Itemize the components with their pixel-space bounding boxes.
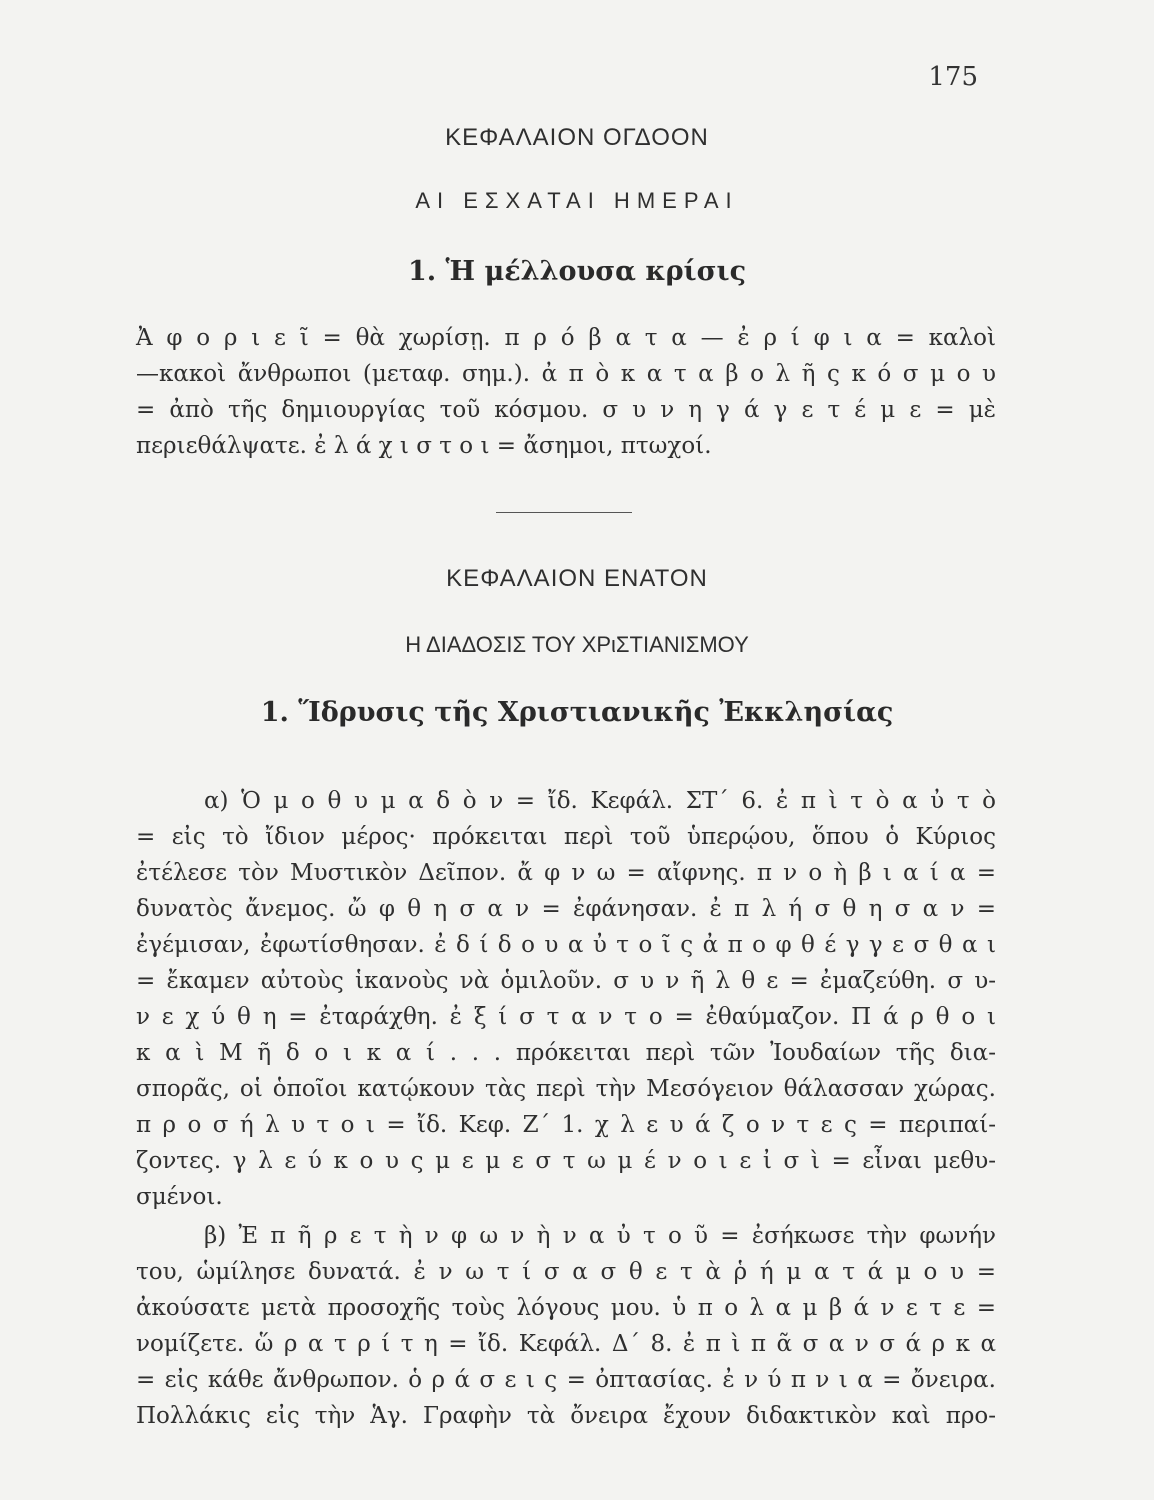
text-line: σμένοι.: [136, 1184, 223, 1210]
text-line: ν ε χ ύ θ η = ἐταράχθη. ἐ ξ ί σ τ α ν τ ο = ἐθαύμαζον. Π ά ρ θ ο ι: [136, 1004, 996, 1030]
text-line: σπορᾶς, οἱ ὁποῖοι κατῴκουν τὰς περὶ τὴν Μεσόγειον θάλασσαν χώρας.: [136, 1076, 996, 1102]
text-line: = εἰς κάθε ἄνθρωπον. ὁ ρ ά σ ε ι ς = ὀπτασίας. ἐ ν ύ π ν ι α = ὄνειρα.: [136, 1367, 996, 1393]
text-line: του, ὡμίλησε δυνατά. ἐ ν ω τ ί σ α σ θ ε τ ὰ ῥ ή μ α τ ά μ ο υ =: [136, 1259, 996, 1285]
text-line: = ἔκαμεν αὐτοὺς ἱκανοὺς νὰ ὁμιλοῦν. σ υ ν ῆ λ θ ε = ἐμαζεύθη. σ υ-: [136, 968, 996, 994]
text-line: = ἀπὸ τῆς δημιουργίας τοῦ κόσμου. σ υ ν η γ ά γ ε τ έ μ ε = μὲ: [136, 397, 996, 423]
chapter-9-title: ΚΕΦΑΛΑΙΟΝ ΕΝΑΤΟΝ: [446, 565, 708, 592]
text-line: ζοντες. γ λ ε ύ κ ο υ ς μ ε μ ε σ τ ω μ έ ν ο ι ε ἰ σ ὶ = εἶναι μεθυ-: [136, 1148, 996, 1174]
section-separator: [496, 512, 632, 513]
page-number: 175: [928, 62, 978, 92]
text-line: περιεθάλψατε. ἐ λ ά χ ι σ τ ο ι = ἄσημοι, πτωχοί.: [136, 433, 712, 459]
text-line: ἐτέλεσε τὸν Μυστικὸν Δεῖπον. ἄ φ ν ω = αἴφνης. π ν ο ὴ β ι α ί α =: [136, 860, 996, 886]
chapter-8-section-heading: 1. Ἡ μέλλουσα κρίσις: [407, 256, 747, 287]
chapter-9-subtitle: Η ΔΙΑΔΟΣΙΣ ΤΟΥ ΧΡιΣΤΙΑΝΙΣΜΟΥ: [405, 632, 749, 657]
chapter-8-title: ΚΕΦΑΛΑΙΟΝ ΟΓΔΟΟΝ: [445, 124, 709, 151]
text-line: = εἰς τὸ ἴδιον μέρος· πρόκειται περὶ τοῦ ὑπερῴου, ὅπου ὁ Κύριος: [136, 824, 996, 850]
chapter-8-subtitle: ΑΙ ΕΣΧΑΤΑΙ ΗΜΕΡΑΙ: [415, 188, 739, 213]
text-line: κ α ὶ Μ ῆ δ ο ι κ α ί . . . πρόκειται περὶ τῶν Ἰουδαίων τῆς δια-: [136, 1040, 996, 1066]
text-line: δυνατὸς ἄνεμος. ὤ φ θ η σ α ν = ἐφάνησαν. ἐ π λ ή σ θ η σ α ν =: [136, 896, 996, 922]
text-line: Πολλάκις εἰς τὴν Ἁγ. Γραφὴν τὰ ὄνειρα ἔχουν διδακτικὸν καὶ προ-: [136, 1403, 996, 1429]
text-line: ἀκούσατε μετὰ προσοχῆς τοὺς λόγους μου. ὑ π ο λ α μ β ά ν ε τ ε =: [136, 1295, 996, 1321]
text-line: νομίζετε. ὥ ρ α τ ρ ί τ η = ἴδ. Κεφάλ. Δ΄ 8. ἐ π ὶ π ᾶ σ α ν σ ά ρ κ α: [136, 1331, 996, 1357]
text-line: ἐγέμισαν, ἐφωτίσθησαν. ἐ δ ί δ ο υ α ὐ τ ο ῖ ς ἀ π ο φ θ έ γ γ ε σ θ α ι: [136, 932, 996, 958]
text-line: β) Ἐ π ῆ ρ ε τ ὴ ν φ ω ν ὴ ν α ὐ τ ο ῦ = ἐσήκωσε τὴν φωνήν: [204, 1223, 996, 1249]
text-line: —κακοὶ ἄνθρωποι (μεταφ. σημ.). ἀ π ὸ κ α τ α β ο λ ῆ ς κ ό σ μ ο υ: [136, 361, 996, 387]
text-line: α) Ὁ μ ο θ υ μ α δ ὸ ν = ἴδ. Κεφάλ. ΣΤ΄ 6. ἐ π ὶ τ ὸ α ὐ τ ὸ: [204, 788, 996, 814]
chapter-9-section-heading: 1. Ἵδρυσις τῆς Χριστιανικῆς Ἐκκλησίας: [260, 697, 894, 728]
text-line: π ρ ο σ ή λ υ τ ο ι = ἴδ. Κεφ. Ζ΄ 1. χ λ ε υ ά ζ ο ν τ ε ς = περιπαί-: [136, 1112, 996, 1138]
text-line: Ἀ φ ο ρ ι ε ῖ = θὰ χωρίσῃ. π ρ ό β α τ α — ἐ ρ ί φ ι α = καλοὶ: [136, 325, 996, 351]
